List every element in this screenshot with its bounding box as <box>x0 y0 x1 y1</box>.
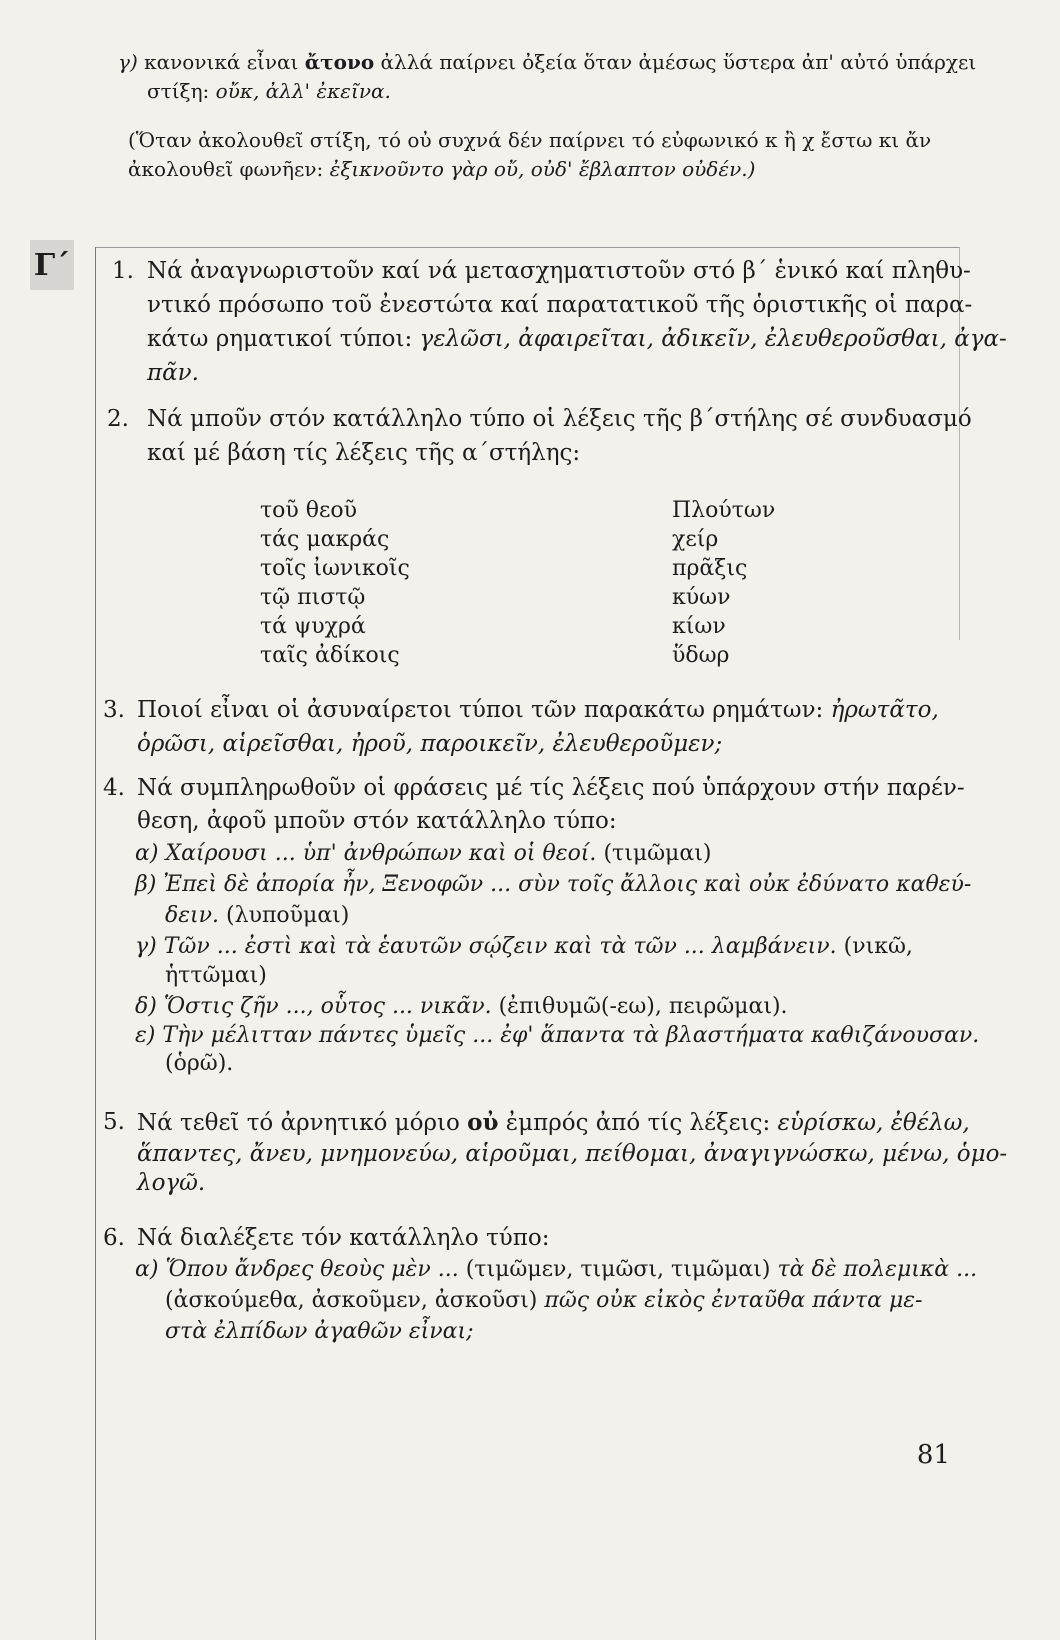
column-b-item: κύων <box>672 585 731 610</box>
exercise-6-number: 6. <box>103 1225 125 1251</box>
intro-line-1: γ) κανονικά εἶναι ἄτονο ἀλλά παίρνει ὀξεία ὅταν ἀμέσως ὕστερα ἀπ' αὐτό ὑπάρχει <box>118 50 977 74</box>
exercise-1-number: 1. <box>112 258 134 284</box>
exercise-3-line-1: Ποιοί εἶναι οἱ ἀσυναίρετοι τύποι τῶν παρακάτω ρημάτων: ἠρωτᾶτο, <box>137 697 939 723</box>
exercise-4-number: 4. <box>103 775 125 801</box>
intro-note-line-2: ἀκολουθεῖ φωνῆεν: ἐξικνοῦντο γὰρ οὔ, οὐδ' ἔβλαπτον οὐδέν.) <box>128 157 756 181</box>
exercise-4-line-1: Νά συμπληρωθοῦν οἱ φράσεις μέ τίς λέξεις πού ὑπάρχουν στήν παρέν- <box>137 775 965 801</box>
column-b-item: πρᾶξις <box>672 556 748 581</box>
column-a-item: τοῖς ἰωνικοῖς <box>260 556 410 581</box>
exercise-4-item-e: ε) Τὴν μέλιτταν πάντες ὑμεῖς ... ἐφ' ἅπαντα τὰ βλαστήματα καθιζάνουσαν. <box>135 1023 980 1048</box>
exercise-4-item-a: α) Χαίρουσι ... ὑπ' ἀνθρώπων καὶ οἱ θεοί. (τιμῶμαι) <box>135 841 712 866</box>
exercise-1-line-2: ντικό πρόσωπο τοῦ ἐνεστώτα καί παρατατικοῦ τῆς ὁριστικῆς οἱ παρα- <box>147 292 973 318</box>
exercise-5-line-1: Νά τεθεῖ τό ἀρνητικό μόριο οὐ ἐμπρός ἀπό τίς λέξεις: εὑρίσκω, ἐθέλω, <box>137 1109 970 1136</box>
exercise-1-line-1: Νά ἀναγνωριστοῦν καί νά μετασχηματιστοῦν στό β΄ ἑνικό καί πληθυ- <box>147 258 971 284</box>
exercise-frame-left-rule <box>95 247 96 1640</box>
exercise-6-line-1: Νά διαλέξετε τόν κατάλληλο τύπο: <box>137 1225 550 1251</box>
exercise-3-number: 3. <box>103 697 125 723</box>
exercise-4-item-d: δ) Ὅστις ζῆν ..., οὗτος ... νικᾶν. (ἐπιθυμῶ(-εω), πειρῶμαι). <box>135 994 788 1019</box>
column-a-item: ταῖς ἀδίκοις <box>260 643 400 668</box>
exercise-1-line-4: πᾶν. <box>147 360 199 386</box>
intro-note-line-1: (Ὅταν ἀκολουθεῖ στίξη, τό οὐ συχνά δέν παίρνει τό εὐφωνικό κ ἢ χ ἔστω κι ἄν <box>128 128 932 152</box>
column-b-item: χείρ <box>672 527 719 552</box>
section-label-gamma: Γ΄ <box>30 240 74 290</box>
column-b-item: κίων <box>672 614 726 639</box>
intro-line-2: στίξη: οὔκ, ἀλλ' ἐκεῖνα. <box>147 79 391 103</box>
exercise-6-item-a-cont2: στὰ ἐλπίδων ἀγαθῶν εἶναι; <box>165 1319 474 1344</box>
column-b-item: ὕδωρ <box>672 643 730 668</box>
exercise-6-item-a-cont: (ἀσκούμεθα, ἀσκοῦμεν, ἀσκοῦσι) πῶς οὐκ εἰκὸς ἐνταῦθα πάντα με- <box>165 1288 923 1313</box>
exercise-2-column-b <box>672 496 775 670</box>
exercise-1-line-3: κάτω ρηματικοί τύποι: γελῶσι, ἀφαιρεῖται, ἀδικεῖν, ἐλευθεροῦσθαι, ἀγα- <box>147 326 1007 352</box>
exercise-4-item-c-cont: ἡττῶμαι) <box>165 963 267 988</box>
column-a-item: τῷ πιστῷ <box>260 585 366 610</box>
column-a-item: τάς μακράς <box>260 527 390 552</box>
exercise-4-item-c: γ) Τῶν ... ἐστὶ καὶ τὰ ἑαυτῶν σῴζειν καὶ τὰ τῶν ... λαμβάνειν. (νικῶ, <box>135 934 913 959</box>
exercise-2-number: 2. <box>107 406 129 432</box>
exercise-4-item-b: β) Ἐπεὶ δὲ ἀπορία ἦν, Ξενοφῶν ... σὺν τοῖς ἄλλοις καὶ οὐκ ἐδύνατο καθεύ- <box>135 872 972 897</box>
column-a-item: τοῦ θεοῦ <box>260 498 358 523</box>
exercise-4-line-2: θεση, ἀφοῦ μποῦν στόν κατάλληλο τύπο: <box>137 808 617 834</box>
exercise-2-line-1: Νά μποῦν στόν κατάλληλο τύπο οἱ λέξεις τῆς β΄στήλης σέ συνδυασμό <box>147 406 972 432</box>
exercise-4-item-b-cont: δειν. (λυποῦμαι) <box>165 903 350 928</box>
exercise-3-line-2: ὁρῶσι, αἱρεῖσθαι, ἠροῦ, παροικεῖν, ἐλευθεροῦμεν; <box>137 731 723 757</box>
exercise-5-line-2: ἅπαντες, ἄνευ, μνημονεύω, αἱροῦμαι, πείθομαι, ἀναγιγνώσκω, μένω, ὁμο- <box>137 1141 1008 1167</box>
page-number: 81 <box>916 1440 950 1470</box>
exercise-6-item-a: α) Ὅπου ἄνδρες θεοὺς μὲν ... (τιμῶμεν, τιμῶσι, τιμῶμαι) τὰ δὲ πολεμικὰ ... <box>135 1257 978 1282</box>
column-b-item: Πλούτων <box>672 498 776 523</box>
exercise-4-item-e-cont: (ὁρῶ). <box>165 1051 234 1076</box>
exercise-2-column-a <box>260 496 410 670</box>
exercise-5-line-3: λογῶ. <box>137 1170 206 1196</box>
exercise-5-number: 5. <box>103 1109 125 1135</box>
column-a-item: τά ψυχρά <box>260 614 366 639</box>
exercise-2-line-2: καί μέ βάση τίς λέξεις τῆς α΄στήλης: <box>147 440 581 466</box>
